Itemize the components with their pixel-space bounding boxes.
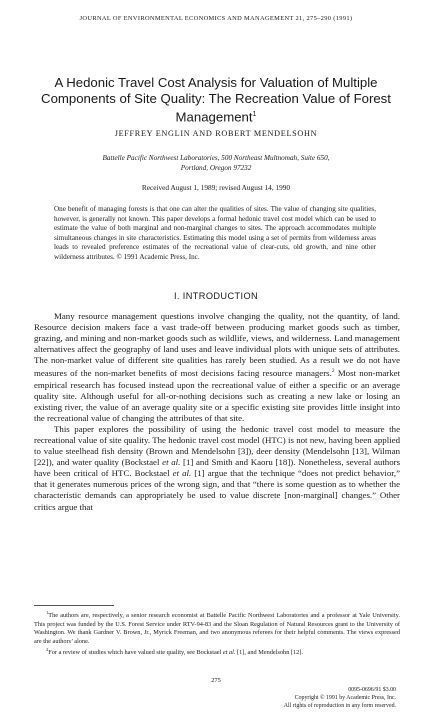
copyright-block [230,686,396,711]
abstract: One benefit of managing forests is that one can alter the qualities of sites. The value of changing site qualities, however, is generally not known. This paper develops a formal hedonic travel cost model which can be used to estimate the value of both marginal and non-marginal changes to sites. The approach accommodates multiple simultaneous changes in site characteristics. Estimating this model using a set of permits from wilderness areas leads to revealed preference estimates of the recreational value of clear-cuts, old growth, and nine other wilderness attributes. © 1991 Academic Press, Inc. [54,205,376,261]
body-paragraph-2 [34,424,400,513]
page-number: 275 [211,677,221,684]
footnote-2-text-a: For a review of studies which have valued site quality, see Bockstael [48,649,223,657]
section-heading-introduction: I. INTRODUCTION [173,291,259,301]
author-list: JEFFREY ENGLIN AND ROBERT MENDELSOHN [114,129,318,138]
body-text [34,311,400,513]
author-affiliation [36,153,396,173]
footnote-2-text-b: [1], and Mendelsohn [12]. [235,649,303,657]
affiliation-line-2: Portland, Oregon 97232 [180,164,252,172]
footnote-2-reference: 2 [331,368,335,375]
footnote-2 [34,646,400,658]
footnote-2-marker: 2 [46,647,49,653]
footnote-1-text: The authors are, respectively, a senior research economist at Battelle Pacific Northwest Laboratories and a professor at Yale University. This project was funded by the U.S. Forest Service under RTV-94-83 and the Sloan Regulation of Natural Resources grant to the University of Washington. We thank Gardner V. Brown, Jr., Myrick Freeman, and two anonymous referees for their helpful comments. The views expressed are the authors’ alone. [34,612,400,645]
paragraph-2-etal-2: et al. [172,468,192,479]
paragraph-2-text-c: [1] argue that the technique “does not predict behavior,” that it generates numerous prices of the wrong sign, and that “there is some question as to whether the characteristic demands can appropriately be used to value discrete [non-marginal] changes.” Other critics argue that [34,468,401,512]
footnotes [34,609,400,658]
title-footnote-marker: 1 [252,111,257,118]
footnote-1-marker: 1 [46,610,49,615]
issn-price: 0095-0696/91 $3.00 [348,687,396,693]
footnote-2-etal: et al. [222,649,236,657]
journal-header: JOURNAL OF ENVIRONMENTAL ECONOMICS AND MANAGEMENT 21, 275–290 (1991) [79,15,353,22]
footnote-divider [34,605,114,606]
paragraph-2-etal-1: et al. [162,457,181,468]
received-dates: Received August 1, 1989; revised August 14, 1990 [141,183,291,192]
paragraph-2-text-a: This paper explores the possibility of using the hedonic travel cost model to measure the recreational value of site quality. The hedonic travel cost model (HTC) is not new, having been applied to value steelhead fish density (Brown and Mendelsohn [3]), deer density (Mendelsohn [13], Wilman [22]), and water quality (Bockstael [34,423,400,468]
paragraph-2-text-b: [1] and Smith and Kaoru [18]). Nonetheless, several authors have been critical of HTC. Bockstael [34,457,401,479]
copyright-notice: Copyright © 1991 by Academic Press, Inc. [294,695,396,702]
paragraph-1-text-b: Most non-market empirical research has focused instead upon the recreational value of either a specific or an average quality site. Although useful for all-or-nothing decisions such as creating a new lake or losing an existing river, the value of an average quality site or a specific existing site provides little insight into the recreational value of changing the attributes of that site. [34,368,400,423]
rights-notice: All rights of reproduction in any form reserved. [283,703,396,710]
article-title-text: A Hedonic Travel Cost Analysis for Valuation of Multiple Components of Site Quality: The Recreation Value of Forest Management [41,75,391,125]
affiliation-line-1: Battelle Pacific Northwest Laboratories, 500 Northeast Multnomah, Suite 650, [102,154,330,162]
article-title [40,75,392,125]
footnote-1 [34,609,400,646]
body-paragraph-1 [34,311,400,424]
paragraph-1-text-a: Many resource management questions involve changing the quality, not the quantity, of land. Resource decision makers face a vast trade-off between producing market goods such as timber, grazing, and mining and non-market goods such as wildlife, views, and wilderness. Land management alternatives affect the geography of land uses and leave individual plots with unique sets of attributes. The non-market value of different site qualities has rarely been studied. As a result we do not have measures of the non-market benefits of most decisions facing resource managers. [34,311,400,379]
